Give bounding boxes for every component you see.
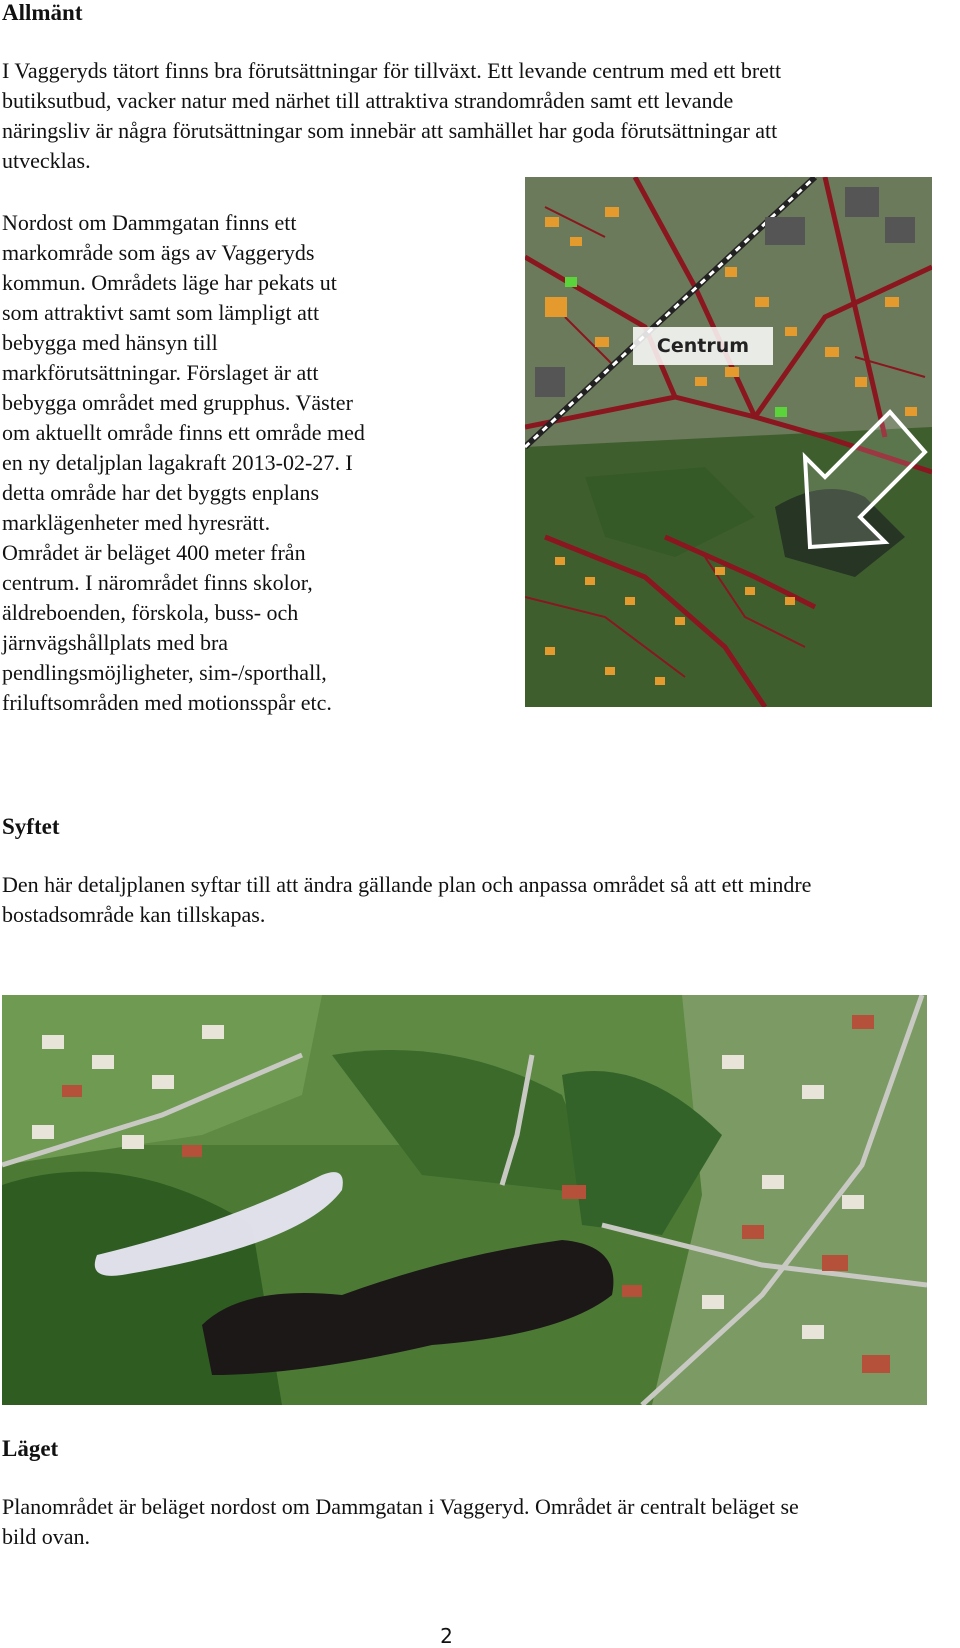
text-line: Nordost om Dammgatan finns ett [2, 210, 297, 235]
paragraph-allmant-intro [2, 56, 781, 176]
text-line: näringsliv är några förutsättningar som innebär att samhället har goda förutsättningar att [2, 118, 778, 143]
text-line: utvecklas. [2, 148, 91, 173]
text-line: markområde som ägs av Vaggeryds [2, 240, 315, 265]
text-line: om aktuellt område finns ett område med [2, 420, 365, 445]
heading-laget: Läget [2, 1436, 59, 1461]
text-line: marklägenheter med hyresrätt. [2, 510, 271, 535]
text-line: butiksutbud, vacker natur med närhet till attraktiva strandområden samt ett levande [2, 88, 734, 113]
text-line: bild ovan. [2, 1524, 90, 1549]
paragraph-laget [2, 1492, 799, 1552]
aerial-map [525, 177, 932, 707]
text-line: I Vaggeryds tätort finns bra förutsättningar för tillväxt. Ett levande centrum med ett brett [2, 58, 782, 83]
text-line: pendlingsmöjligheter, sim-/sporthall, [2, 660, 327, 685]
text-line: järnvägshållplats med bra [2, 630, 229, 655]
text-line: bebygga området med grupphus. Väster [2, 390, 353, 415]
heading-allmant: Allmänt [2, 0, 83, 25]
text-line: äldreboenden, förskola, buss- och [2, 600, 299, 625]
paragraph-allmant-area [2, 208, 365, 718]
aerial-photo [2, 995, 927, 1405]
text-line: detta område har det byggts enplans [2, 480, 320, 505]
text-line: Den här detaljplanen syftar till att ändra gällande plan och anpassa området så att ett mindre [2, 872, 812, 897]
text-line: kommun. Områdets läge har pekats ut [2, 270, 337, 295]
text-line: Området är beläget 400 meter från [2, 540, 306, 565]
text-line: friluftsområden med motionsspår etc. [2, 690, 332, 715]
text-line: bostadsområde kan tillskapas. [2, 902, 266, 927]
heading-syftet: Syftet [2, 814, 60, 839]
text-line: som attraktivt samt som lämpligt att [2, 300, 320, 325]
paragraph-syftet [2, 870, 811, 930]
photo-graphic [2, 995, 927, 1405]
text-line: Planområdet är beläget nordost om Dammgatan i Vaggeryd. Området är centralt beläget se [2, 1494, 799, 1519]
map-label-centrum: Centrum [633, 327, 773, 365]
map-graphic [525, 177, 932, 707]
text-line: markförutsättningar. Förslaget är att [2, 360, 319, 385]
page-number: 2 [440, 1624, 453, 1648]
text-line: en ny detaljplan lagakraft 2013-02-27. I [2, 450, 353, 475]
text-line: bebygga med hänsyn till [2, 330, 218, 355]
text-line: centrum. I närområdet finns skolor, [2, 570, 313, 595]
